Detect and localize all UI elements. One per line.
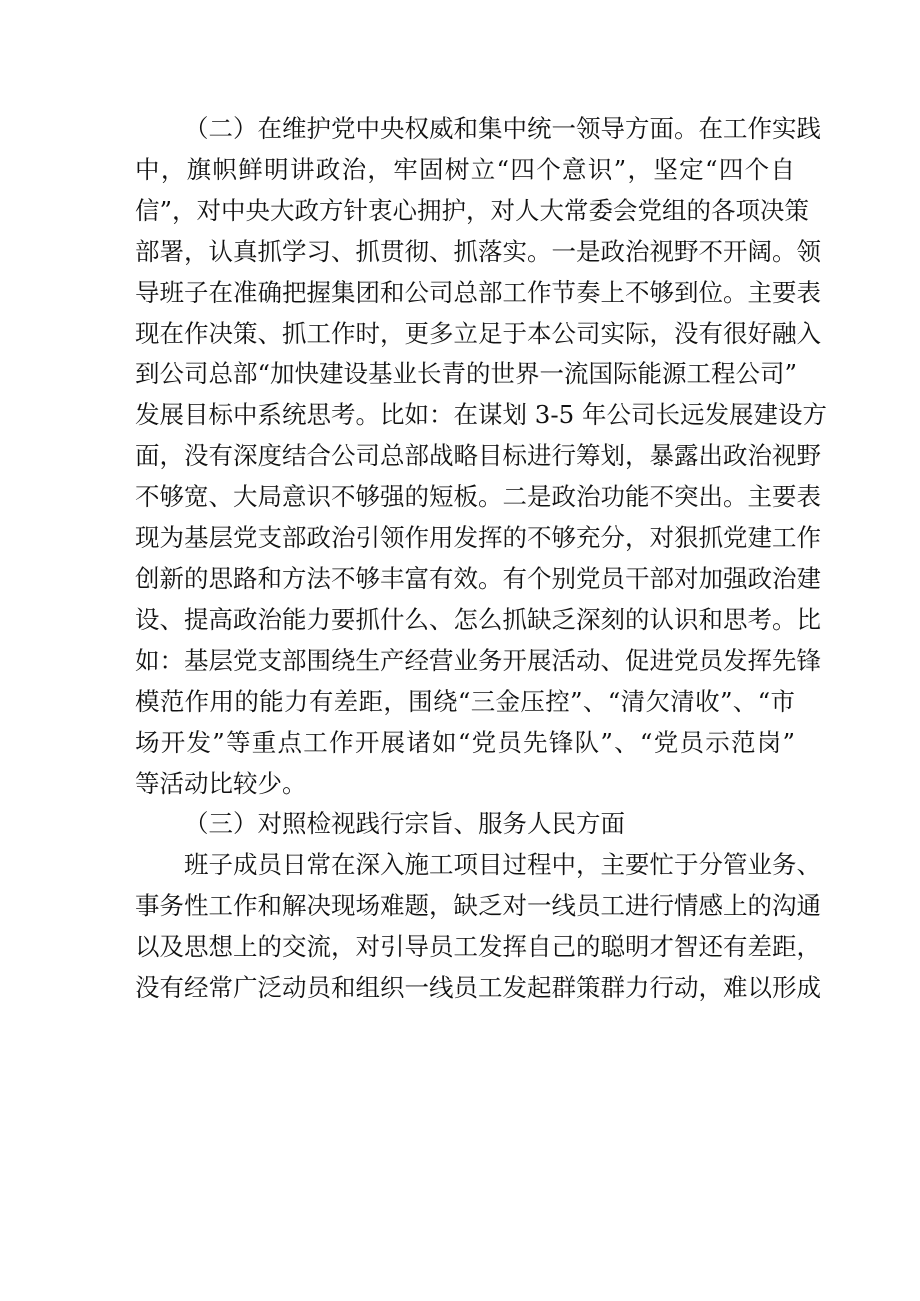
section-3-heading: （三）对照检视践行宗旨、服务人民方面	[184, 809, 625, 839]
text-line: 没有经常广泛动员和组织一线员工发起群策群力行动，难以形成	[135, 973, 821, 1003]
text-line: 班子成员日常在深入施工项目过程中，主要忙于分管业务、	[184, 850, 821, 880]
text-line: 导班子在准确把握集团和公司总部工作节奏上不够到位。主要表	[135, 277, 821, 307]
section-2-paragraph	[135, 109, 828, 804]
text-line: 事务性工作和解决现场难题，缺乏对一线员工进行情感上的沟通	[135, 891, 821, 921]
text-line: 以及思想上的交流，对引导员工发挥自己的聪明才智还有差距，	[135, 932, 821, 962]
text-line: 模范作用的能力有差距，围绕“三金压控”、“清欠清收”、“市	[135, 686, 795, 716]
text-line: 设、提高政治能力要抓什么、怎么抓缺乏深刻的认识和思考。比	[135, 604, 821, 634]
text-line: 等活动比较少。	[135, 768, 307, 798]
text-line: 部署，认真抓学习、抓贯彻、抓落实。一是政治视野不开阔。领	[135, 236, 821, 266]
section-3-paragraph	[135, 845, 821, 1009]
text-line: 如：基层党支部围绕生产经营业务开展活动、促进党员发挥先锋	[135, 645, 821, 675]
text-line: 面，没有深度结合公司总部战略目标进行筹划，暴露出政治视野	[135, 441, 821, 471]
text-line: 创新的思路和方法不够丰富有效。有个别党员干部对加强政治建	[135, 563, 821, 593]
text-line: 发展目标中系统思考。比如：在谋划 3-5 年公司长远发展建设方	[135, 400, 828, 430]
text-line: 不够宽、大局意识不够强的短板。二是政治功能不突出。主要表	[135, 482, 821, 512]
text-line: （二）在维护党中央权威和集中统一领导方面。在工作实践	[184, 114, 821, 143]
text-line: 现在作决策、抓工作时，更多立足于本公司实际，没有很好融入	[135, 318, 821, 348]
text-line: 中，旗帜鲜明讲政治，牢固树立“四个意识”，坚定“四个自	[135, 154, 795, 184]
text-line: 现为基层党支部政治引领作用发挥的不够充分，对狠抓党建工作	[135, 523, 821, 553]
text-line: 到公司总部“加快建设基业长青的世界一流国际能源工程公司”	[135, 359, 798, 389]
text-line: 场开发”等重点工作开展诸如“党员先锋队”、“党员示范岗”	[135, 727, 795, 757]
document-body	[135, 109, 828, 1009]
text-line: 信”，对中央大政方针衷心拥护，对人大常委会党组的各项决策	[135, 195, 810, 225]
